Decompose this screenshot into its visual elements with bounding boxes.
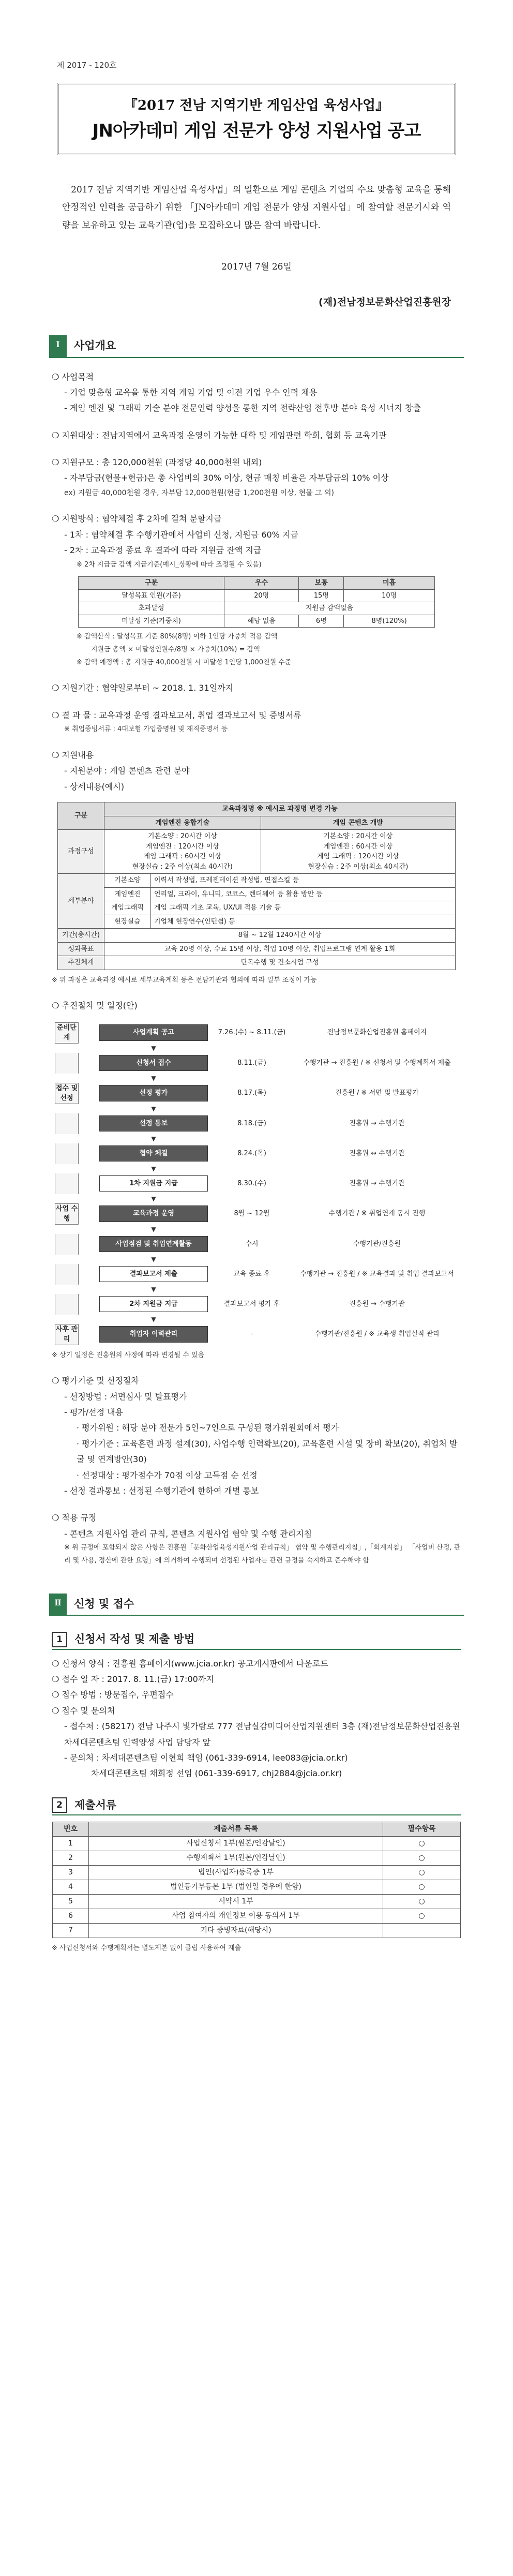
support-method: ❍ 지원방식 : 협약체결 후 2차에 걸쳐 분할지급 — [52, 514, 222, 524]
table-cell: 지원금 감액없음 — [224, 602, 434, 615]
table-cell: 추진체계 — [58, 956, 104, 970]
table-cell: ○ — [383, 1851, 461, 1866]
table-cell: 사업신청서 1부(원본/인감날인) — [89, 1837, 383, 1851]
table-row — [58, 874, 456, 888]
flow-step-party: 수행기관 / ※ 취업연계 동시 진행 — [328, 1210, 426, 1218]
doc-number: 제 2017 - 120호 — [57, 61, 117, 70]
flow-step — [55, 1294, 458, 1315]
table-cell: 기업체 현장연수(인턴쉽) 등 — [151, 915, 456, 929]
flow-stage-label: 사업 수행 — [55, 1203, 79, 1225]
evaluation-item: · 평가기준 : 교육훈련 과정 설계(30), 사업수행 인력확보(20), 교육훈련 시설 및 장비 확보(20), 취업처 발굴 및 연계방안(30) — [77, 1438, 458, 1465]
flow-step-date: 8.30.(수) — [237, 1179, 266, 1187]
flow-step — [55, 1324, 458, 1345]
scale-example: ex) 지원금 40,000천원 경우, 자부담 12,000천원(현금 1,200천원 이상, 현물 그 외) — [64, 488, 335, 497]
purpose-heading: ❍ 사업목적 — [52, 371, 94, 382]
table-cell: 언리얼, 크라이, 유니티, 코코스, 렌더웨어 등 활용 방안 등 — [151, 887, 456, 901]
method-item: - 2차 : 교육과정 종료 후 결과에 따라 지원금 잔액 지급 — [64, 545, 262, 556]
table-cell: 10명 — [344, 589, 435, 602]
purpose-item: - 게임 엔진 및 그래픽 기술 분야 전문인력 양성을 통한 지역 전략산업 전후방 분야 육성 시너지 창출 — [64, 403, 421, 413]
flow-step-box: 결과보고서 제출 — [99, 1266, 208, 1283]
flow-arrow: ▼ — [151, 1165, 156, 1172]
reduction-note: ※ 감액 예정액 : 총 지원금 40,000천원 시 미달성 1인당 1,000천원 수준 — [77, 658, 292, 666]
flow-step-party: 수행기관 → 진흥원 / ※ 교육결과 및 취업 결과보고서 — [300, 1270, 454, 1278]
reduction-note: 지원금 총액 × 미달성인원수/8명 × 가중치(10%) = 감액 — [91, 646, 260, 654]
table-cell: 6 — [53, 1909, 89, 1924]
flow-step-party: 수행기관/진흥원 — [353, 1240, 401, 1248]
table-header: 게임 콘텐츠 개발 — [261, 816, 455, 830]
subsection-1-title: 신청서 작성 및 제출 방법 — [74, 1633, 195, 1646]
flow-step-date: 7.26.(수) ~ 8.11.(금) — [218, 1029, 286, 1037]
table-cell: 기타 증빙자료(해당시) — [89, 1924, 383, 1938]
flow-step-party: 진흥원 / ※ 서면 및 발표평가 — [335, 1089, 419, 1097]
title-main: JN아카데미 게임 전문가 양성 지원사업 공고 — [92, 120, 421, 141]
table-cell: 2 — [53, 1851, 89, 1866]
table-row — [53, 1909, 461, 1924]
section-1-number: Ⅰ — [49, 335, 67, 357]
table-cell: 법인등기부등본 1부 (법인일 경우에 한함) — [89, 1880, 383, 1895]
flow-step — [55, 1083, 458, 1104]
flow-step-date: 수시 — [245, 1240, 259, 1248]
reduction-note: ※ 감액산식 : 달성목표 기준 80%(8명) 이하 1인당 가중치 적용 감액 — [77, 633, 278, 641]
deliverables: ❍ 결 과 물 : 교육과정 운영 결과보고서, 취업 결과보고서 및 증빙서류 — [52, 710, 301, 720]
course-detail-table — [57, 802, 456, 970]
evaluation-item: - 선정방법 : 서면심사 및 발표평가 — [64, 1391, 187, 1402]
flow-arrow: ▼ — [151, 1074, 156, 1082]
schedule-flowchart — [55, 1022, 458, 1345]
course-table-note: ※ 위 과정은 교육과정 예시로 세부교육계획 등은 전담기관과 협의에 따라 일부 조정이 가능 — [52, 976, 317, 984]
support-target: ❍ 지원대상 : 전남지역에서 교육과정 운영이 가능한 대학 및 게임관련 학회, 협회 등 교육기관 — [52, 430, 387, 440]
table-row — [53, 1924, 461, 1938]
table-cell: 기간(총시간) — [58, 929, 104, 943]
table-cell: 15명 — [299, 589, 344, 602]
flow-step — [55, 1143, 458, 1164]
table-row — [79, 615, 435, 628]
table-cell: 기본소양 : 20시간 이상 게임엔진 : 120시간 이상 게임 그래픽 : 60시간 이상 현장실습 : 2주 이상(최소 40시간) — [104, 830, 261, 874]
flow-stage-label: 준비단계 — [55, 1022, 79, 1044]
flow-step-date: 8.17.(목) — [237, 1089, 266, 1097]
support-content-heading: ❍ 지원내용 — [52, 750, 94, 760]
table-header: 제출서류 목록 — [89, 1822, 383, 1837]
table-cell: ○ — [383, 1909, 461, 1924]
table-cell: 수행계획서 1부(원본/인감날인) — [89, 1851, 383, 1866]
evaluation-item: · 선정대상 : 평가점수가 70점 이상 고득점 순 선정 — [77, 1470, 258, 1480]
flow-step-box: 사업계획 공고 — [99, 1024, 208, 1041]
table-header: 구분 — [58, 802, 104, 830]
table-cell: ○ — [383, 1880, 461, 1895]
intro-paragraph: 「2017 전남 지역기반 게임산업 육성사업」의 일환으로 게임 콘텐츠 기업의 수요 맞춤형 교육을 통해 안정적인 인력을 공급하기 위한 「JN아카데미 게임 전문가 양성 지원사업」에 참여할 전문기시와 역량을 보유하고 있는 교육기관(업)을 모집하오니 많은 참여 바랍니다. — [62, 184, 451, 231]
table-cell: 게임 그래픽 기초 교육, UX/UI 적용 기술 등 — [151, 901, 456, 915]
table-cell: 6명 — [299, 615, 344, 628]
evaluation-heading: ❍ 평가기준 및 선정절차 — [52, 1376, 139, 1386]
section-2-header — [49, 1594, 464, 1616]
section-1-header — [49, 335, 464, 358]
flow-step-party: 진흥원 → 수행기관 — [349, 1300, 405, 1308]
flow-step-box: 취업자 이력관리 — [99, 1326, 208, 1343]
flow-step-box: 1차 지원금 지급 — [99, 1175, 208, 1192]
subsection-2-title: 제출서류 — [74, 1798, 117, 1811]
table-cell: 단독수행 및 컨소시엄 구성 — [104, 956, 456, 970]
table-cell: 기본소양 — [104, 874, 151, 888]
table-row — [79, 602, 435, 615]
flow-stage-label: 사후 관리 — [55, 1324, 79, 1345]
application-item: ❍ 접수 일 자 : 2017. 8. 11.(금) 17:00까지 — [52, 1674, 214, 1684]
table-cell: ○ — [383, 1895, 461, 1909]
flow-arrow: ▼ — [151, 1105, 156, 1112]
table-cell: 초과달성 — [79, 602, 224, 615]
flow-step — [55, 1053, 458, 1074]
flow-step — [55, 1173, 458, 1194]
table-row — [58, 830, 456, 874]
flow-arrow: ▼ — [151, 1315, 156, 1323]
table-row — [53, 1851, 461, 1866]
title-sub: 『2017 전남 지역기반 게임산업 육성사업』 — [124, 97, 389, 113]
schedule-heading: ❍ 추진절차 및 일정(안) — [52, 1001, 138, 1011]
table-cell: 서약서 1부 — [89, 1895, 383, 1909]
evaluation-item: · 평가위원 : 해당 분야 전문가 5인~7인으로 구성된 평가위원회에서 평가 — [77, 1423, 339, 1433]
evaluation-item: - 선정 결과통보 : 선정된 수행기관에 한하여 개별 통보 — [64, 1486, 259, 1496]
table-cell: 게임엔진 — [104, 887, 151, 901]
table-row — [79, 589, 435, 602]
table-cell: 세부분야 — [58, 874, 104, 929]
method-note: ※ 2차 지급금 감액 지급기준(예시_상황에 따라 조정될 수 있음) — [77, 560, 262, 569]
flow-step-date: 교육 종료 후 — [233, 1270, 270, 1278]
rules-item: - 콘텐츠 지원사업 관리 규칙, 콘텐츠 지원사업 협약 및 수행 관리지침 — [64, 1528, 312, 1539]
table-cell: 현장실습 — [104, 915, 151, 929]
flow-step-date: 8.18.(금) — [237, 1119, 266, 1127]
flow-stage-label — [55, 1294, 79, 1315]
flow-arrow: ▼ — [151, 1285, 156, 1293]
flow-step-party: 수행기관/진흥원 / ※ 교육생 취업실적 관리 — [314, 1330, 440, 1338]
table-cell: 과정구성 — [58, 830, 104, 874]
flow-step — [55, 1264, 458, 1285]
table-cell: 교육 20명 이상, 수료 15명 이상, 취업 10명 이상, 취업프로그램 연계 활용 1회 — [104, 942, 456, 956]
table-header: 구분 — [79, 577, 224, 590]
rules-note: ※ 위 규정에 포함되지 않은 사항은 진흥원「문화산업육성지원사업 관리규칙」 협약 및 수행관리지침」,「회계지침」 「사업비 산정, 관리 및 사용, 정산에 관한 요령」에 의거하여 수행되며 선정된 사업자는 관련 규정을 숙지하고 준수해야 함 — [64, 1544, 461, 1565]
support-period: ❍ 지원기간 : 협약일로부터 ~ 2018. 1. 31일까지 — [52, 683, 234, 693]
table-row — [53, 1895, 461, 1909]
flow-stage-label — [55, 1113, 79, 1134]
flow-step — [55, 1234, 458, 1255]
table-cell: 법인(사업자)등록증 1부 — [89, 1866, 383, 1880]
table-header: 우수 — [224, 577, 298, 590]
application-item: ❍ 신청서 양식 : 진흥원 홈페이지(www.jcia.or.kr) 공고게시판에서 다운로드 — [52, 1658, 328, 1669]
flow-arrow: ▼ — [151, 1195, 156, 1202]
evaluation-item: - 평가/선정 내용 — [64, 1407, 124, 1418]
issuing-organization: (재)전남정보문화산업진흥원장 — [319, 296, 451, 308]
flow-arrow: ▼ — [151, 1255, 156, 1263]
flow-stage-label — [55, 1143, 79, 1164]
flow-step-box: 2차 지원금 지급 — [99, 1296, 208, 1313]
flow-stage-label — [55, 1264, 79, 1285]
flow-arrow: ▼ — [151, 1225, 156, 1233]
flow-step-date: 8.11.(금) — [237, 1059, 266, 1067]
flow-step-box: 협약 체결 — [99, 1145, 208, 1162]
flow-step-date: 결과보고서 평가 후 — [223, 1300, 280, 1308]
table-header: 교육과정명 ※ 예시로 과정명 변경 가능 — [104, 802, 456, 816]
table-cell: 기본소양 : 20시간 이상 게임엔진 : 60시간 이상 게임 그래픽 : 120시간 이상 현장실습 : 2주 이상(최소 40시간) — [261, 830, 455, 874]
table-row — [53, 1880, 461, 1895]
table-cell: 8명(120%) — [344, 615, 435, 628]
table-cell: ○ — [383, 1866, 461, 1880]
table-cell: 달성목표 인원(기준) — [79, 589, 224, 602]
flow-arrow: ▼ — [151, 1135, 156, 1142]
content-item: - 상세내용(예시) — [64, 781, 125, 792]
table-cell: 3 — [53, 1866, 89, 1880]
flow-stage-label — [55, 1234, 79, 1255]
flow-step-box: 사업점검 및 취업연계활동 — [99, 1236, 208, 1253]
flow-step-party: 진흥원 → 수행기관 — [349, 1119, 405, 1127]
table-header: 게임엔진 융합기술 — [104, 816, 261, 830]
table-cell: 20명 — [224, 589, 298, 602]
application-item: ❍ 접수 및 문의처 — [52, 1705, 115, 1716]
reduction-table — [78, 576, 435, 628]
flow-step-party: 전남정보문화산업진흥원 홈페이지 — [327, 1029, 427, 1037]
table-cell: 5 — [53, 1895, 89, 1909]
flow-stage-label — [55, 1173, 79, 1194]
table-row — [58, 942, 456, 956]
application-item: - 문의처 : 차세대콘텐츠팀 이현희 책임 (061-339-6914, lee083@jcia.or.kr) — [64, 1752, 348, 1763]
documents-table — [52, 1822, 461, 1938]
flow-arrow: ▼ — [151, 1044, 156, 1052]
table-header: 필수항목 — [383, 1822, 461, 1837]
flow-step — [55, 1203, 458, 1225]
table-cell: 8월 ~ 12월 1240시간 이상 — [104, 929, 456, 943]
table-cell — [383, 1924, 461, 1938]
scale-item: - 자부담금(현물+현금)은 총 사업비의 30% 이상, 현금 매칭 비율은 자부담금의 10% 이상 — [64, 473, 389, 483]
subsection-2-header — [52, 1797, 461, 1816]
flow-step-date: 8.24.(목) — [237, 1149, 266, 1157]
section-1-content — [52, 369, 461, 1568]
application-item: ❍ 접수 방법 : 방문접수, 우편접수 — [52, 1690, 174, 1700]
flow-step-box: 신청서 접수 — [99, 1055, 208, 1071]
table-cell: 1 — [53, 1837, 89, 1851]
documents-note: ※ 사업신청서와 수행계획서는 별도제본 없이 클립 사용하여 제출 — [52, 1944, 242, 1953]
purpose-item: - 기업 맞춤형 교육을 통한 지역 게임 기업 및 이전 기업 우수 인력 채용 — [64, 387, 318, 397]
table-header: 미흡 — [344, 577, 435, 590]
flow-step-box: 교육과정 운영 — [99, 1205, 208, 1222]
announcement-date: 2017년 7월 26일 — [221, 262, 292, 273]
flow-step — [55, 1113, 458, 1134]
schedule-note: ※ 상기 일정은 진흥원의 사정에 따라 변경될 수 있음 — [52, 1351, 205, 1359]
table-row — [58, 915, 456, 929]
section-2-number: Ⅱ — [49, 1594, 67, 1615]
table-cell: 이력서 작성법, 프레젠테이션 작성법, 면접스킬 등 — [151, 874, 456, 888]
table-cell: 미달성 기준(가중치) — [79, 615, 224, 628]
table-row — [53, 1866, 461, 1880]
flow-step-date: 8월 ~ 12월 — [234, 1210, 270, 1218]
table-cell: 4 — [53, 1880, 89, 1895]
content-item: - 지원분야 : 게임 콘텐츠 관련 분야 — [64, 766, 190, 776]
subsection-1-number: 1 — [52, 1632, 67, 1647]
flow-step-party: 진흥원 ↔ 수행기관 — [349, 1149, 405, 1157]
table-row — [58, 929, 456, 943]
flow-stage-label: 접수 및 선정 — [55, 1083, 79, 1104]
table-header: 보통 — [299, 577, 344, 590]
flow-step — [55, 1022, 458, 1044]
table-cell: 성과목표 — [58, 942, 104, 956]
method-item: - 1차 : 협약체결 후 수행기관에서 사업비 신청, 지원금 60% 지급 — [64, 529, 298, 540]
subsection-2-number: 2 — [52, 1797, 67, 1813]
table-row — [53, 1837, 461, 1851]
table-cell: 7 — [53, 1924, 89, 1938]
application-method — [52, 1656, 461, 1782]
flow-stage-label — [55, 1053, 79, 1074]
flow-step-party: 수행기관 → 진흥원 / ※ 신청서 및 수행계획서 제출 — [303, 1059, 451, 1067]
table-cell: 사업 참여자의 개인정보 이용 동의서 1부 — [89, 1909, 383, 1924]
table-cell: ○ — [383, 1837, 461, 1851]
table-row — [58, 887, 456, 901]
support-scale: ❍ 지원규모 : 총 120,000천원 (과정당 40,000천원 내외) — [52, 457, 262, 468]
section-1-title: 사업개요 — [74, 339, 116, 352]
section-2-title: 신청 및 접수 — [74, 1597, 134, 1610]
flow-step-date: - — [250, 1330, 253, 1338]
table-row — [58, 901, 456, 915]
flow-step-box: 선정 통보 — [99, 1115, 208, 1132]
flow-step-party: 진흥원 → 수행기관 — [349, 1179, 405, 1187]
flow-step-box: 선정 평가 — [99, 1085, 208, 1101]
application-item: - 접수처 : (58217) 전남 나주시 빛가람로 777 전남실감미디어산업지원센터 3층 (재)전남정보문화산업진흥원 차세대콘텐츠팀 인력양성 사업 담당자 앞 — [64, 1721, 460, 1747]
table-cell: 게임그래픽 — [104, 901, 151, 915]
table-cell: 해당 없음 — [224, 615, 298, 628]
table-row — [58, 956, 456, 970]
table-header: 번호 — [53, 1822, 89, 1837]
subsection-1-header — [52, 1631, 461, 1650]
title-box — [57, 83, 456, 155]
rules-heading: ❍ 적용 규정 — [52, 1513, 97, 1523]
application-item: 차세대콘텐츠팀 채희정 선임 (061-339-6917, chj2884@jcia.or.kr) — [91, 1768, 342, 1779]
deliverables-note: ※ 취업증빙서류 : 4대보험 가입증명원 및 재직증명서 등 — [64, 725, 228, 734]
